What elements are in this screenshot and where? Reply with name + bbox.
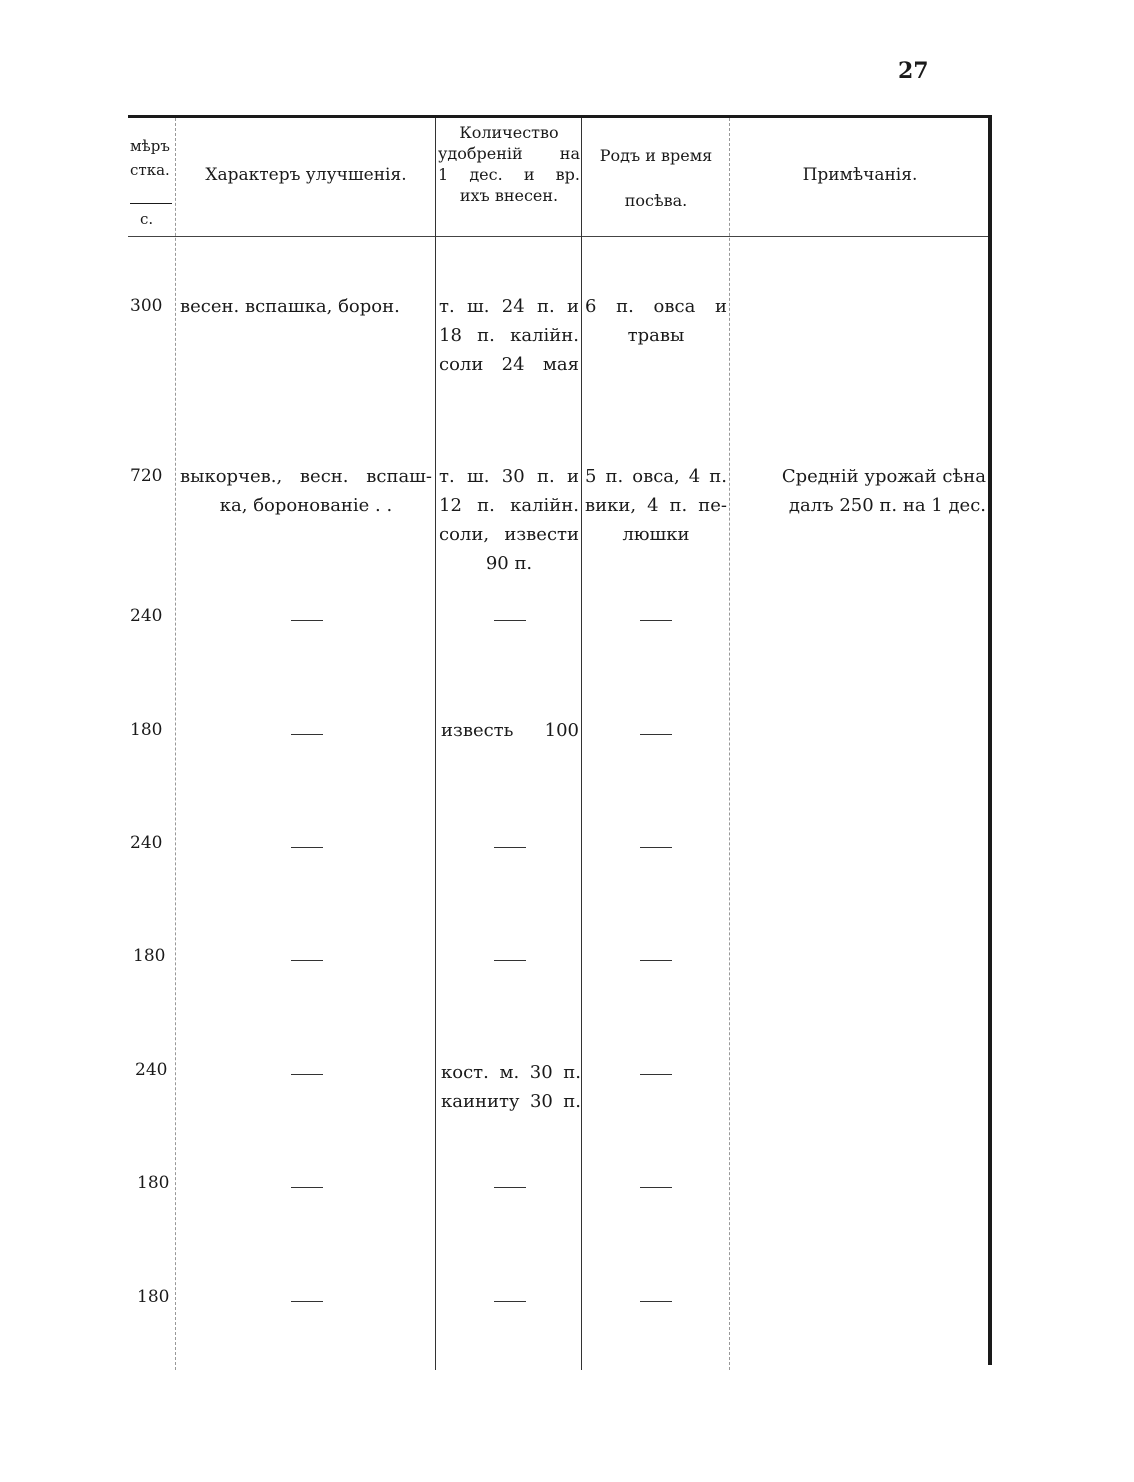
col-header-fertilizer-line: Количество — [459, 123, 559, 142]
col-header-notes: Примѣчанія. — [802, 165, 918, 185]
fertilizer-text: соли, извести — [439, 524, 579, 545]
empty-dash — [640, 960, 672, 961]
fertilizer-text: 90 п. — [485, 553, 533, 574]
plot-size: 240 — [130, 606, 163, 626]
empty-dash — [494, 620, 526, 621]
empty-dash — [494, 1301, 526, 1302]
col-separator-4 — [729, 118, 730, 1370]
empty-dash — [291, 847, 323, 848]
col-header-fertilizer-line: ихъ внесен. — [459, 186, 559, 205]
col-header-size-mid: стка. — [130, 161, 170, 179]
page-number: 27 — [898, 58, 929, 84]
empty-dash — [291, 1074, 323, 1075]
empty-dash — [640, 620, 672, 621]
sowing-text: 6 п. овса и — [585, 296, 727, 317]
sowing-text: вики, 4 п. пе- — [585, 495, 727, 516]
sowing-text: люшки — [622, 524, 690, 545]
col1-unit-rule — [130, 203, 172, 204]
empty-dash — [291, 960, 323, 961]
empty-dash — [640, 1074, 672, 1075]
col-header-size-top: мѣръ — [130, 137, 170, 155]
fertilizer-text: 18 п. калійн. — [439, 325, 579, 346]
col-header-sowing-line2: посѣва. — [624, 191, 688, 210]
fertilizer-text: соли 24 мая — [439, 354, 579, 375]
header-bottom-rule — [128, 236, 990, 237]
empty-dash — [640, 1301, 672, 1302]
empty-dash — [291, 734, 323, 735]
improvement-text: весен. вспашка, борон. — [180, 296, 400, 317]
col-header-improvement: Характеръ улучшенія. — [205, 165, 407, 185]
empty-dash — [640, 1187, 672, 1188]
table-top-rule — [128, 115, 990, 118]
empty-dash — [640, 734, 672, 735]
plot-size: 720 — [130, 466, 163, 486]
empty-dash — [494, 847, 526, 848]
plot-size: 240 — [130, 833, 163, 853]
empty-dash — [494, 1187, 526, 1188]
plot-size: 240 — [135, 1060, 168, 1080]
col-separator-2 — [435, 118, 436, 1370]
col-header-fertilizer-line: 1 дес. и вр. — [438, 165, 580, 184]
empty-dash — [494, 960, 526, 961]
fertilizer-text: т. ш. 24 п. и — [439, 296, 579, 317]
plot-size: 180 — [137, 1287, 170, 1307]
sowing-text: 5 п. овса, 4 п. — [585, 466, 727, 487]
plot-size: 180 — [137, 1173, 170, 1193]
col-header-size-unit: с. — [140, 210, 154, 228]
improvement-text: ка, боронованіе . . — [219, 495, 393, 516]
sowing-text: травы — [627, 325, 685, 346]
fertilizer-text: известь 100 — [441, 720, 579, 741]
table-right-border — [988, 115, 992, 1365]
col-separator-3 — [581, 118, 582, 1370]
plot-size: 180 — [133, 946, 166, 966]
notes-text: Среднiй урожай сѣна — [781, 466, 986, 487]
plot-size: 300 — [130, 296, 163, 316]
col-separator-1 — [175, 118, 176, 1370]
fertilizer-text: 12 п. калійн. — [439, 495, 579, 516]
col-header-fertilizer — [438, 122, 580, 206]
empty-dash — [640, 847, 672, 848]
fertilizer-text: т. ш. 30 п. и — [439, 466, 579, 487]
col-header-sowing-line1: Родъ и время — [599, 146, 713, 165]
plot-size: 180 — [130, 720, 163, 740]
fertilizer-text: кост. м. 30 п. — [441, 1062, 581, 1083]
empty-dash — [291, 1301, 323, 1302]
notes-text: далъ 250 п. на 1 дес. — [788, 495, 986, 516]
improvement-text: выкорчев., весн. вспаш- — [180, 466, 432, 487]
fertilizer-text: каиниту 30 п. — [441, 1091, 581, 1112]
empty-dash — [291, 1187, 323, 1188]
empty-dash — [291, 620, 323, 621]
col-header-fertilizer-line: удобреній на — [438, 144, 580, 163]
